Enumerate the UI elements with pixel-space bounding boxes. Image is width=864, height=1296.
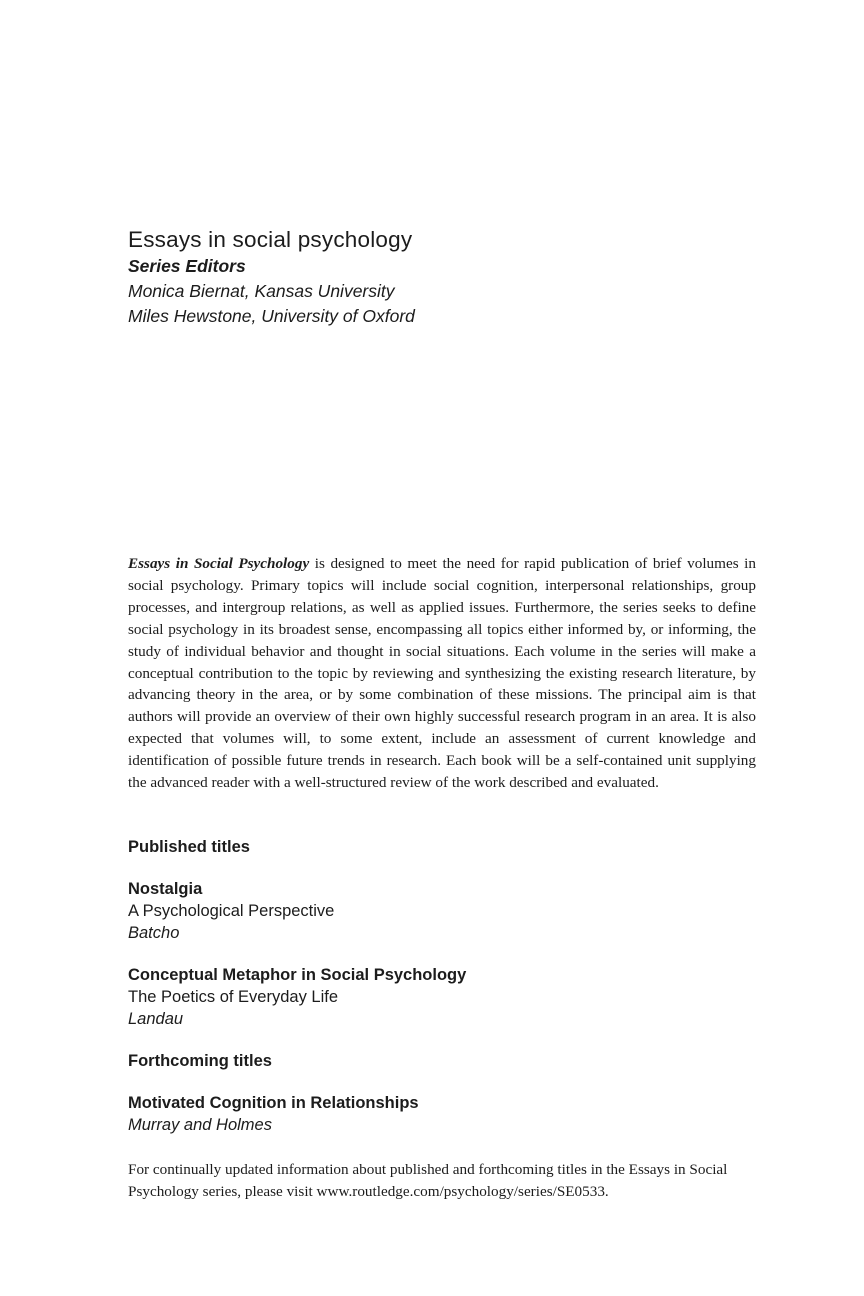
book-title: Conceptual Metaphor in Social Psychology [128,966,467,984]
series-editors-label: Series Editors [128,256,246,276]
book-author: Murray and Holmes [128,1116,272,1134]
book-entry [128,1092,756,1136]
series-name-emphasis: Essays in Social Psychology [128,555,310,572]
book-entry [128,964,756,1030]
titles-list [128,836,756,1156]
series-header [128,226,748,329]
series-title: Essays in social psychology [128,227,413,252]
book-title: Motivated Cognition in Relationships [128,1094,419,1112]
book-subtitle: A Psychological Perspective [128,902,335,920]
book-author: Batcho [128,924,180,942]
series-editor: Miles Hewstone, University of Oxford [128,306,415,326]
forthcoming-titles-heading: Forthcoming titles [128,1052,272,1070]
series-editor: Monica Biernat, Kansas University [128,281,395,301]
series-description-body: is designed to meet the need for rapid publication of brief volumes in social psychology. Primary topics will include social cognition, interpersonal relationships, group processes, and intergroup relations, as well as applied issues. Furthermore, the series seeks to define social psychology in its broadest sense, encompassing all topics either informed by, or informing, the study of individual behavior and thought in social situations. Each volume in the series will make a conceptual contribution to the topic by reviewing and synthesizing the existing research literature, by advancing theory in the area, or by some combination of these missions. The principal aim is that authors will provide an overview of their own highly successful research program in an area. It is also expected that volumes will, to some extent, include an assessment of current knowledge and identification of possible future trends in research. Each book will be a self-contained unit supplying the advanced reader with a well-structured review of the work described and evaluated. [128,555,756,792]
book-subtitle: The Poetics of Everyday Life [128,988,339,1006]
book-author: Landau [128,1010,184,1028]
series-description [128,553,756,794]
published-titles-heading: Published titles [128,838,250,856]
book-title: Nostalgia [128,880,203,898]
series-website-note: For continually updated information about published and forthcoming titles in the Essays in Social Psychology series, please visit www.routledge.com/psychology/series/SE0533. [128,1161,728,1200]
book-entry [128,878,756,944]
